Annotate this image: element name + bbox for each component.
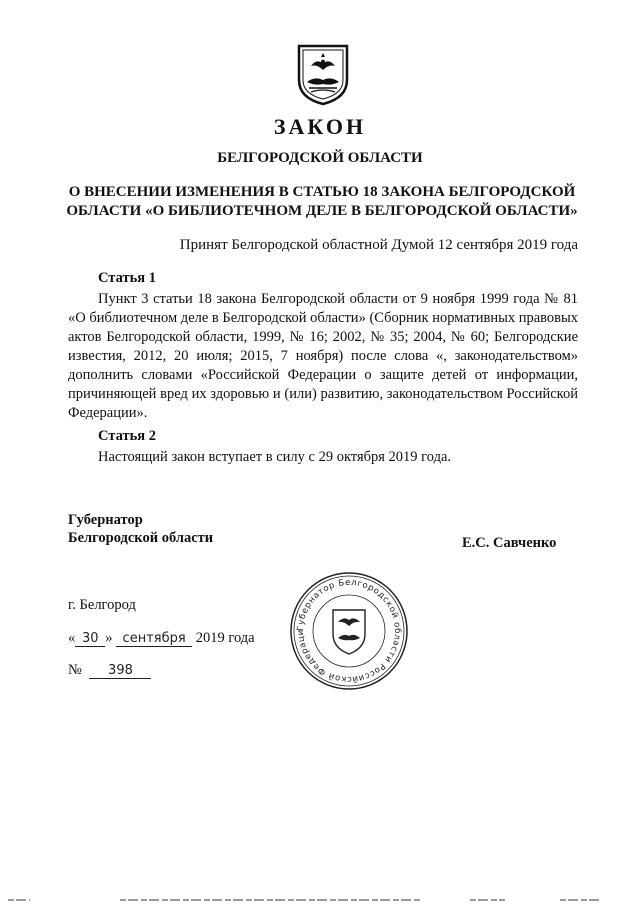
city-line: г. Белгород bbox=[68, 597, 136, 613]
subject-line-1: О ВНЕСЕНИИ ИЗМЕНЕНИЯ В СТАТЬЮ 18 ЗАКОНА БЕЛГОРОДСКОЙ bbox=[68, 184, 576, 200]
number-label: № bbox=[68, 662, 82, 678]
scan-edge-line bbox=[0, 896, 640, 904]
coat-of-arms-emblem bbox=[295, 42, 351, 106]
article-2-heading: Статья 2 bbox=[98, 428, 156, 444]
signer-name: Е.С. Савченко bbox=[462, 535, 557, 551]
article-1-text: Пункт 3 статьи 18 закона Белгородской области от 9 ноября 1999 года № 81 «О библиотечном деле в Белгородской области» (Сборник нормативных правовых актов Белгородской области, 1999, № 16; 2002, № 35; 2004, № 60; Белгородские известия, 2012, 20 июля; 2015, 7 ноября) после слова «, законодательством» дополнить словами «Российской Федерации о защите детей от информации, причиняющей вред их здоровью и (или) развитию, законодательством Российской Федерации». bbox=[68, 291, 578, 421]
date-line bbox=[68, 630, 255, 647]
date-year: 2019 года bbox=[195, 630, 255, 646]
date-month: сентября bbox=[116, 631, 192, 647]
number-value: 398 bbox=[89, 663, 151, 679]
seal-text: Губернатор Белгородской области Российской Федераци bbox=[295, 577, 403, 685]
number-line bbox=[68, 662, 151, 679]
subject-line-2: ОБЛАСТИ «О БИБЛИОТЕЧНОМ ДЕЛЕ В БЕЛГОРОДСКОЙ ОБЛАСТИ» bbox=[66, 203, 578, 219]
date-open-quote: « bbox=[68, 630, 76, 646]
belgorod-coat-of-arms-icon bbox=[295, 42, 351, 106]
adoption-note: Принят Белгородской областной Думой 12 сентября 2019 года bbox=[179, 237, 578, 253]
official-seal bbox=[288, 570, 410, 692]
date-close-quote: » bbox=[105, 630, 113, 646]
article-2-text: Настоящий закон вступает в силу с 29 октября 2019 года. bbox=[98, 449, 452, 465]
signer-position-line-1: Губернатор bbox=[68, 512, 143, 528]
document-region: БЕЛГОРОДСКОЙ ОБЛАСТИ bbox=[217, 150, 423, 166]
document-title: ЗАКОН bbox=[273, 114, 367, 139]
official-round-seal-icon bbox=[288, 570, 410, 692]
signer-position-line-2: Белгородской области bbox=[68, 530, 214, 546]
date-day: 30 bbox=[75, 631, 105, 647]
document-subject bbox=[62, 183, 582, 221]
article-1-heading: Статья 1 bbox=[98, 270, 156, 286]
